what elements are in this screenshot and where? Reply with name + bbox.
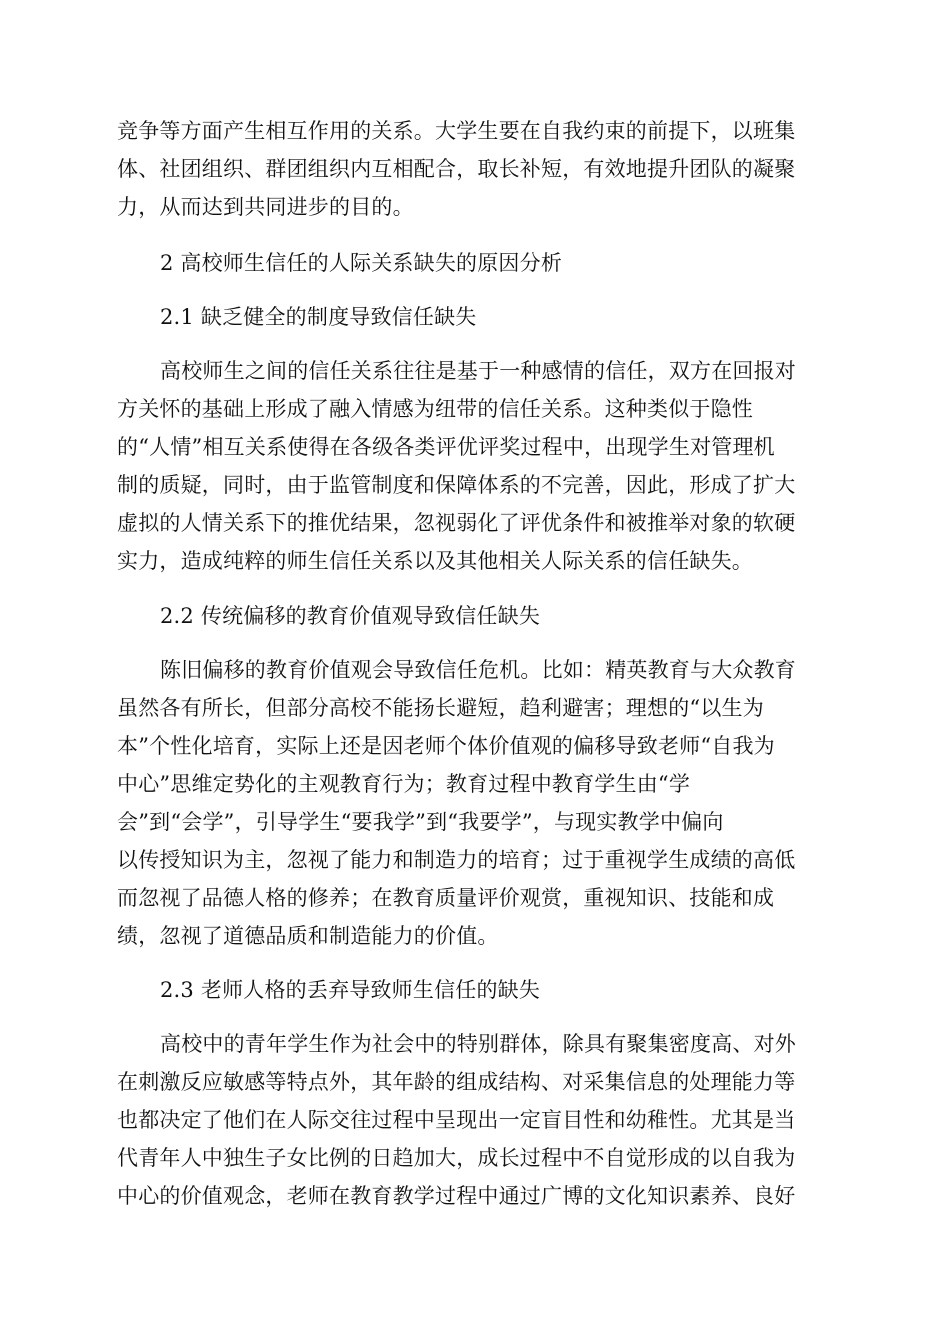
text-line: 也都决定了他们在人际交往过程中呈现出一定盲目性和幼稚性。尤其是当 (117, 1108, 796, 1132)
subsection-heading: 2.2 传统偏移的教育价值观导致信任缺失 (160, 604, 541, 628)
text-line: 绩，忽视了道德品质和制造能力的价值。 (117, 924, 499, 948)
text-line: 以传授知识为主，忽视了能力和制造力的培育；过于重视学生成绩的高低 (117, 848, 796, 872)
text-line: 代青年人中独生子女比例的日趋加大，成长过程中不自觉形成的以自我为 (117, 1146, 796, 1170)
text-line: 陈旧偏移的教育价值观会导致信任危机。比如：精英教育与大众教育 (160, 658, 796, 682)
text-line: 高校中的青年学生作为社会中的特别群体，除具有聚集密度高、对外 (160, 1032, 796, 1056)
subsection-heading: 2.1 缺乏健全的制度导致信任缺失 (160, 305, 477, 329)
text-line: 竞争等方面产生相互作用的关系。大学生要在自我约束的前提下，以班集 (117, 119, 796, 143)
text-line: 中心的价值观念，老师在教育教学过程中通过广博的文化知识素养、良好 (117, 1184, 796, 1208)
section-heading: 2 高校师生信任的人际关系缺失的原因分析 (160, 251, 563, 275)
text-line: 方关怀的基础上形成了融入情感为纽带的信任关系。这种类似于隐性 (117, 397, 753, 421)
text-line: 本”个性化培育，实际上还是因老师个体价值观的偏移导致老师“自我为 (117, 734, 775, 758)
text-line: 实力，造成纯粹的师生信任关系以及其他相关人际关系的信任缺失。 (117, 549, 753, 573)
text-line: 的“人情”相互关系使得在各级各类评优评奖过程中，出现学生对管理机 (117, 435, 775, 459)
text-line: 制的质疑，同时，由于监管制度和保障体系的不完善，因此，形成了扩大 (117, 473, 796, 497)
text-line: 高校师生之间的信任关系往往是基于一种感情的信任，双方在回报对 (160, 359, 796, 383)
text-line: 虚拟的人情关系下的推优结果，忽视弱化了评优条件和被推举对象的软硬 (117, 511, 796, 535)
text-line: 力，从而达到共同进步的目的。 (117, 195, 414, 219)
subsection-heading: 2.3 老师人格的丢弃导致师生信任的缺失 (160, 978, 541, 1002)
text-line: 在刺激反应敏感等特点外，其年龄的组成结构、对采集信息的处理能力等 (117, 1070, 796, 1094)
text-line: 而忽视了品德人格的修养；在教育质量评价观赏，重视知识、技能和成 (117, 886, 775, 910)
text-line: 中心”思维定势化的主观教育行为；教育过程中教育学生由“学 (117, 772, 691, 796)
text-line: 虽然各有所长，但部分高校不能扬长避短，趋利避害；理想的“以生为 (117, 696, 764, 720)
text-line: 会”到“会学”，引导学生“要我学”到“我要学”，与现实教学中偏向 (117, 810, 724, 834)
text-line: 体、社团组织、群团组织内互相配合，取长补短，有效地提升团队的凝聚 (117, 157, 796, 181)
